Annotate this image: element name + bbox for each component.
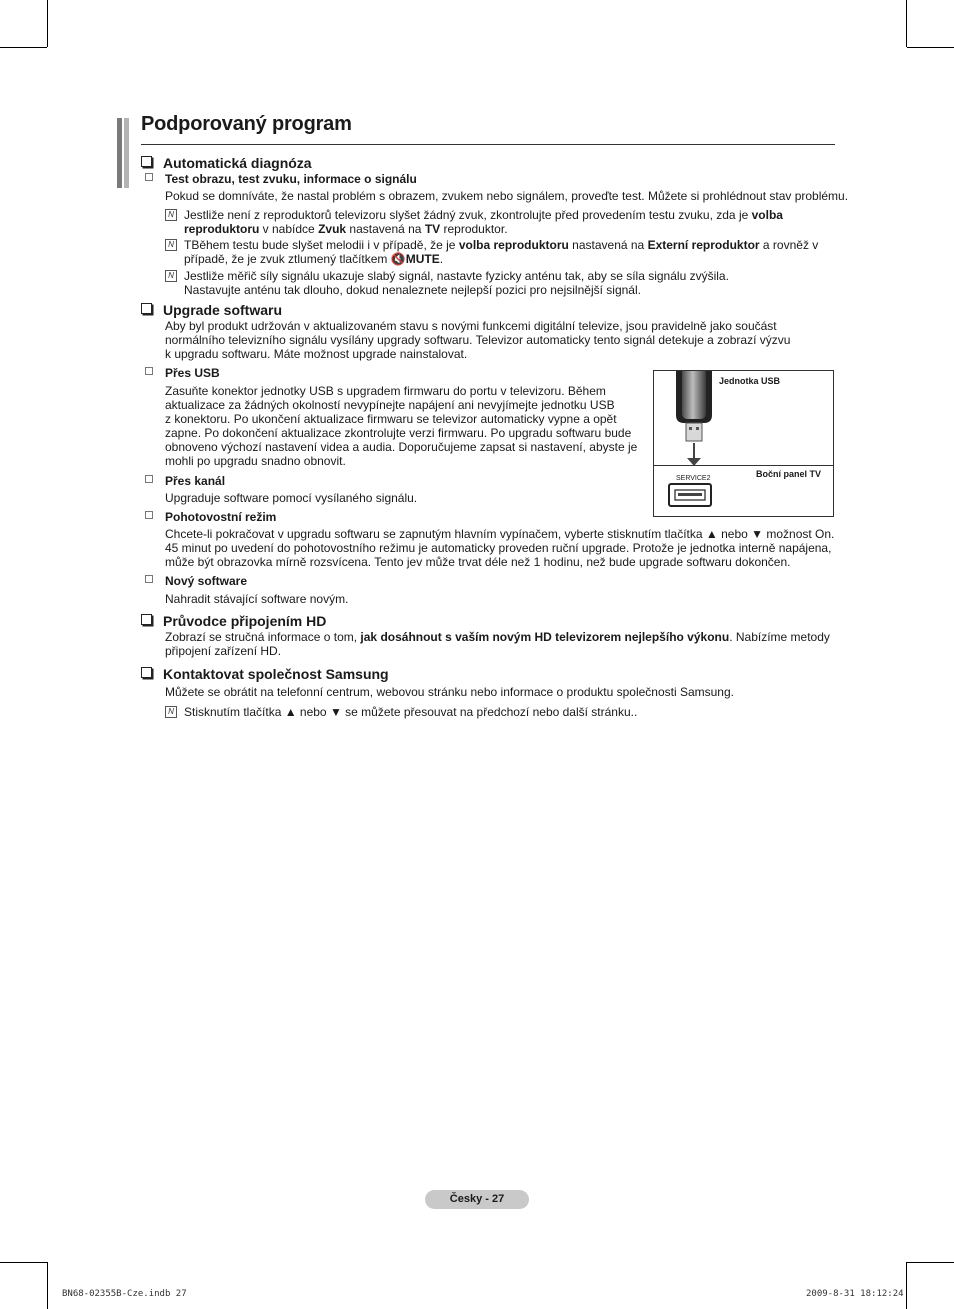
crop-mark [906,0,907,47]
subheading-test [145,172,417,186]
note-icon: N [165,706,177,718]
paragraph: Chcete-li pokračovat v upgradu softwaru se zapnutým hlavním vypínačem, vyberte stisknutím tlačítka ▲ nebo ▼ možnost On. 45 minut po uvedení do pohotovostního režimu je automaticky proveden ruční upgrade. Protože je jednotka interně napájena, může být obrazovka mírně rozsvícena. Tento jev může trvat déle než 1 hodinu, než bude upgrade softwaru dokončen. [165,527,835,569]
subheading-text: Přes kanál [165,474,226,488]
subheading-text: Test obrazu, test zvuku, informace o signálu [165,172,417,186]
date-imprint: 2009-8-31 18:12:24 [806,1289,904,1299]
checkbox-bullet-icon [141,614,152,625]
title-accent-bar [124,118,129,188]
note-icon: N [165,270,177,282]
subheading-channel [145,474,225,488]
square-bullet-icon [145,511,153,519]
title-accent-bar [117,118,122,188]
section-heading-hd [141,613,326,629]
crop-mark [47,0,48,47]
usb-figure [653,370,834,517]
note-icon: N [165,209,177,221]
tv-panel-label: Boční panel TV [756,469,822,479]
paragraph: Můžete se obrátit na telefonní centrum, webovou stránku nebo informace o produktu společnosti Samsung. [165,685,734,699]
page-number: Česky - 27 [425,1190,529,1209]
note-icon: N [165,239,177,251]
heading-text: Automatická diagnóza [163,155,312,171]
paragraph: Pokud se domníváte, že nastal problém s obrazem, zvukem nebo signálem, proveďte test. Můžete si prohlédnout stav problému. [165,189,849,203]
note-text: Jestliže měřič síly signálu ukazuje slabý signál, nastavte fyzicky anténu tak, aby se síla signálu zvýšila. Nastavujte anténu tak dlouho, dokud nenaleznete nejlepší pozici pro nejsilnější signál. [184,269,729,297]
crop-mark [0,47,47,48]
paragraph: Zobrazí se stručná informace o tom, jak dosáhnout s vaším novým HD televizorem nejlepšího výkonu. Nabízíme metody připojení zařízení HD. [165,630,830,658]
section-heading-upgrade [141,302,282,318]
heading-text: Kontaktovat společnost Samsung [163,666,389,682]
crop-mark [0,1262,47,1263]
note-text: Stisknutím tlačítka ▲ nebo ▼ se můžete přesouvat na předchozí nebo další stránku.. [184,705,638,719]
square-bullet-icon [145,475,153,483]
paragraph: Upgraduje software pomocí vysílaného signálu. [165,491,418,505]
subheading-standby [145,510,276,524]
usb-drive-label: Jednotka USB [719,376,781,386]
page-title: Podporovaný program [141,113,352,135]
paragraph: Aby byl produkt udržován v aktualizovaném stavu s novými funkcemi digitální televize, jsou pravidelně jako součást normálního televizního signálu vysílány upgrady softwaru. Televizor automaticky tento signál detekuje a zobrazí výzvu k upgradu softwaru. Máte možnost upgrade nainstalovat. [165,319,791,361]
paragraph: Nahradit stávající software novým. [165,592,349,606]
note-text: TBěhem testu bude slyšet melodii i v případě, že je volba reproduktoru nastavená na Externí reproduktor a rovněž v případě, že je zvuk ztlumený tlačítkem 🔇MUTE. [184,238,819,266]
subheading-text: Přes USB [165,366,220,380]
square-bullet-icon [145,367,153,375]
heading-text: Upgrade softwaru [163,302,283,318]
checkbox-bullet-icon [141,303,152,314]
crop-mark [907,47,954,48]
checkbox-bullet-icon [141,156,152,167]
paragraph: Zasuňte konektor jednotky USB s upgradem firmwaru do portu v televizoru. Během aktualizace za žádných okolností nevypínejte napájení ani nevyjímejte jednotku USB z konektoru. Po ukončení aktualizace firmwaru se televizor automaticky vypne a opět zapne. Po dokončení aktualizace zkontrolujte verzi firmwaru. Po upgradu softwaru bude obnoveno výchozí nastavení videa a audia. Doporučujeme zapsat si nastavení, abyste je mohli po upgradu snadno obnovit. [165,384,638,468]
subheading-new-software [145,574,247,588]
subheading-text: Pohotovostní režim [165,510,277,524]
crop-mark [906,1262,907,1309]
crop-mark [907,1262,954,1263]
note-text: Jestliže není z reproduktorů televizoru slyšet žádný zvuk, zkontrolujte před provedením testu zvuku, zda je volba reproduktoru v nabídce Zvuk nastavená na TV reproduktor. [184,208,783,236]
mute-icon: 🔇 [390,252,406,266]
port-label: SERVICE2 [676,475,711,482]
section-heading-diagnosis [141,155,312,171]
square-bullet-icon [145,575,153,583]
crop-mark [47,1262,48,1309]
heading-text: Průvodce připojením HD [163,613,327,629]
checkbox-bullet-icon [141,667,152,678]
file-imprint: BN68-02355B-Cze.indb 27 [62,1289,187,1299]
figure-divider [654,465,833,466]
square-bullet-icon [145,173,153,181]
title-divider [141,144,835,145]
subheading-text: Nový software [165,574,248,588]
section-heading-contact [141,666,389,682]
subheading-usb [145,366,220,380]
usb-drive-icon [654,371,833,516]
